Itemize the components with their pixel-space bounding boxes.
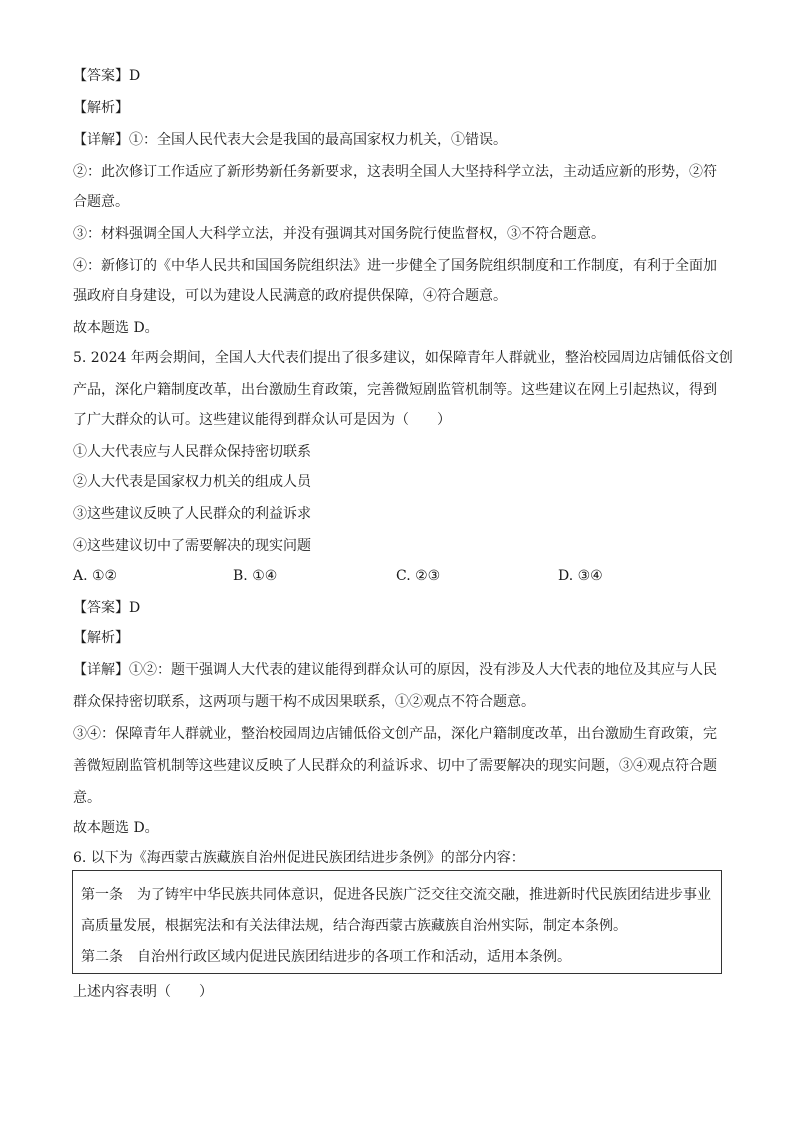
q4-conclusion: 故本题选 D。 <box>73 320 159 336</box>
q4-detail-line: ④：新修订的《中华人民共和国国务院组织法》进一步健全了国务院组织制度和工作制度，有利于全面加 <box>73 258 717 274</box>
q5-stem-line: 了广大群众的认可。这些建议能得到群众认可是因为（ ） <box>73 412 451 428</box>
q4-detail-line: ②：此次修订工作适应了新形势新任务新要求，这表明全国人大坚持科学立法，主动适应新的形势，②符 <box>73 164 717 180</box>
q5-statement: ④这些建议切中了需要解决的现实问题 <box>73 538 311 554</box>
q5-conclusion: 故本题选 D。 <box>73 820 159 836</box>
q5-option-b: B. ①④ <box>233 568 278 584</box>
q5-option-a: A. ①② <box>73 568 118 584</box>
q5-stem-line: 产品，深化户籍制度改革，出台激励生育政策，完善微短剧监管机制等。这些建议在网上引起热议，得到 <box>73 382 717 398</box>
q5-stem-line: 5. 2024 年两会期间，全国人大代表们提出了很多建议，如保障青年人群就业，整治校园周边店铺低俗文创 <box>73 350 733 366</box>
q4-detail-line: 强政府自身建设，可以为建设人民满意的政府提供保障，④符合题意。 <box>73 288 507 304</box>
q4-detail-line: 【详解】①：全国人民代表大会是我国的最高国家权力机关，①错误。 <box>73 132 507 148</box>
q6-prompt: 上述内容表明（ ） <box>73 984 213 1000</box>
q6-article-line: 第二条 自治州行政区域内促进民族团结进步的各项工作和活动，适用本条例。 <box>81 949 571 965</box>
q5-statement: ③这些建议反映了人民群众的利益诉求 <box>73 506 311 522</box>
q5-detail-line: 善微短剧监管机制等这些建议反映了人民群众的利益诉求、切中了需要解决的现实问题，③④观点符合题 <box>73 758 717 774</box>
q6-article-line: 高质量发展，根据宪法和有关法律法规，结合海西蒙古族藏族自治州实际，制定本条例。 <box>81 918 627 934</box>
q5-analysis-label: 【解析】 <box>73 630 129 646</box>
q5-detail-line: 【详解】①②：题干强调人大代表的建议能得到群众认可的原因，没有涉及人大代表的地位及其应与人民 <box>73 662 717 678</box>
q5-option-c: C. ②③ <box>396 568 441 584</box>
q5-detail-line: 意。 <box>73 790 101 806</box>
q5-detail-line: ③④：保障青年人群就业，整治校园周边店铺低俗文创产品，深化户籍制度改革，出台激励生育政策，完 <box>73 726 717 742</box>
q5-option-d: D. ③④ <box>558 568 603 584</box>
q4-analysis-label: 【解析】 <box>73 100 129 116</box>
q4-detail-line: 合题意。 <box>73 194 129 210</box>
q4-detail-line: ③：材料强调全国人大科学立法，并没有强调其对国务院行使监督权，③不符合题意。 <box>73 226 605 242</box>
q5-statement: ①人大代表应与人民群众保持密切联系 <box>73 444 311 460</box>
q4-answer: 【答案】D <box>73 68 141 84</box>
q6-stem: 6. 以下为《海西蒙古族藏族自治州促进民族团结进步条例》的部分内容： <box>73 850 525 866</box>
q5-statement: ②人大代表是国家权力机关的组成人员 <box>73 474 311 490</box>
q6-article-line: 第一条 为了铸牢中华民族共同体意识，促进各民族广泛交往交流交融，推进新时代民族团结进步事业 <box>81 887 711 903</box>
q5-detail-line: 群众保持密切联系，这两项与题干构不成因果联系，①②观点不符合题意。 <box>73 694 535 710</box>
q6-material-box <box>72 870 722 974</box>
q5-answer: 【答案】D <box>73 600 141 616</box>
